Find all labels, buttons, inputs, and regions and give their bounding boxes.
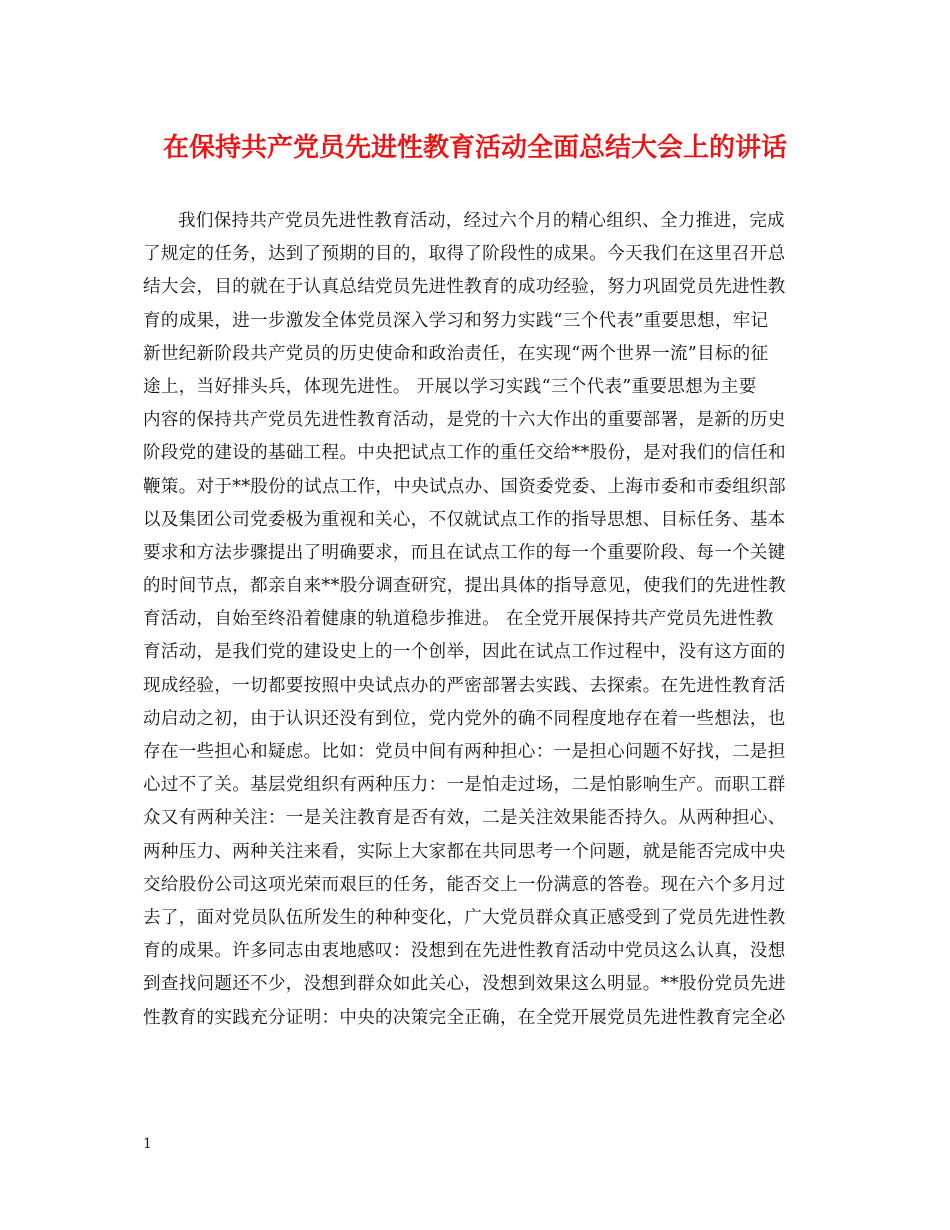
body-line: 我们保持共产党员先进性教育活动，经过六个月的精心组织、全力推进，完成 <box>178 211 785 231</box>
body-line: 现成经验，一切都要按照中央试点办的严密部署去实践、去探索。在先进性教育活 <box>143 675 786 696</box>
body-line: 育的成果。许多同志由衷地感叹：没想到在先进性教育活动中党员这么认真，没想 <box>143 941 786 962</box>
body-line: 的时间节点，都亲自来**股分调查研究，提出具体的指导意见，使我们的先进性教 <box>143 576 786 597</box>
page-number: 1 <box>143 1136 152 1152</box>
body-line: 新世纪新阶段共产党员的历史使命和政治责任，在实现“两个世界一流”目标的征 <box>143 343 769 364</box>
document-body <box>143 205 815 1035</box>
body-line: 两种压力、两种关注来看，实际上大家都在共同思考一个问题，就是能否完成中央 <box>143 841 786 862</box>
body-line: 育活动，自始至终沿着健康的轨道稳步推进。 在全党开展保持共产党员先进性教 <box>143 609 774 630</box>
body-line: 交给股份公司这项光荣而艰巨的任务，能否交上一份满意的答卷。现在六个多月过 <box>143 874 786 895</box>
body-line: 鞭策。对于**股份的试点工作，中央试点办、国资委党委、上海市委和市委组织部 <box>143 476 786 497</box>
body-line: 到查找问题还不少，没想到群众如此关心，没想到效果这么明显。**股份党员先进 <box>143 974 786 995</box>
body-line: 性教育的实践充分证明：中央的决策完全正确，在全党开展党员先进性教育完全必 <box>143 1007 786 1028</box>
body-line: 途上，当好排头兵，体现先进性。 开展以学习实践“三个代表”重要思想为主要 <box>143 376 757 397</box>
body-line: 内容的保持共产党员先进性教育活动，是党的十六大作出的重要部署，是新的历史 <box>143 410 786 431</box>
body-line: 去了，面对党员队伍所发生的种种变化，广大党员群众真正感受到了党员先进性教 <box>143 907 786 928</box>
body-line: 结大会，目的就在于认真总结党员先进性教育的成功经验，努力巩固党员先进性教 <box>143 277 786 298</box>
body-line: 动启动之初，由于认识还没有到位，党内党外的确不同程度地存在着一些想法，也 <box>143 708 786 729</box>
body-line: 存在一些担心和疑虑。比如：党员中间有两种担心：一是担心问题不好找，二是担 <box>143 742 786 762</box>
body-line: 众又有两种关注：一是关注教育是否有效，二是关注效果能否持久。从两种担心、 <box>143 808 786 829</box>
document-title: 在保持共产党员先进性教育活动全面总结大会上的讲话 <box>162 133 787 163</box>
body-line: 阶段党的建设的基础工程。中央把试点工作的重任交给**股份，是对我们的信任和 <box>143 443 786 464</box>
body-line: 心过不了关。基层党组织有两种压力：一是怕走过场，二是怕影响生产。而职工群 <box>143 775 786 796</box>
body-line: 育的成果，进一步激发全体党员深入学习和努力实践“三个代表”重要思想，牢记 <box>143 310 769 331</box>
body-line: 了规定的任务，达到了预期的目的，取得了阶段性的成果。今天我们在这里召开总 <box>143 244 786 265</box>
body-line: 育活动，是我们党的建设史上的一个创举，因此在试点工作过程中，没有这方面的 <box>143 642 786 663</box>
body-line: 以及集团公司党委极为重视和关心，不仅就试点工作的指导思想、目标任务、基本 <box>143 509 786 530</box>
body-line: 要求和方法步骤提出了明确要求，而且在试点工作的每一个重要阶段、每一个关键 <box>143 542 786 563</box>
